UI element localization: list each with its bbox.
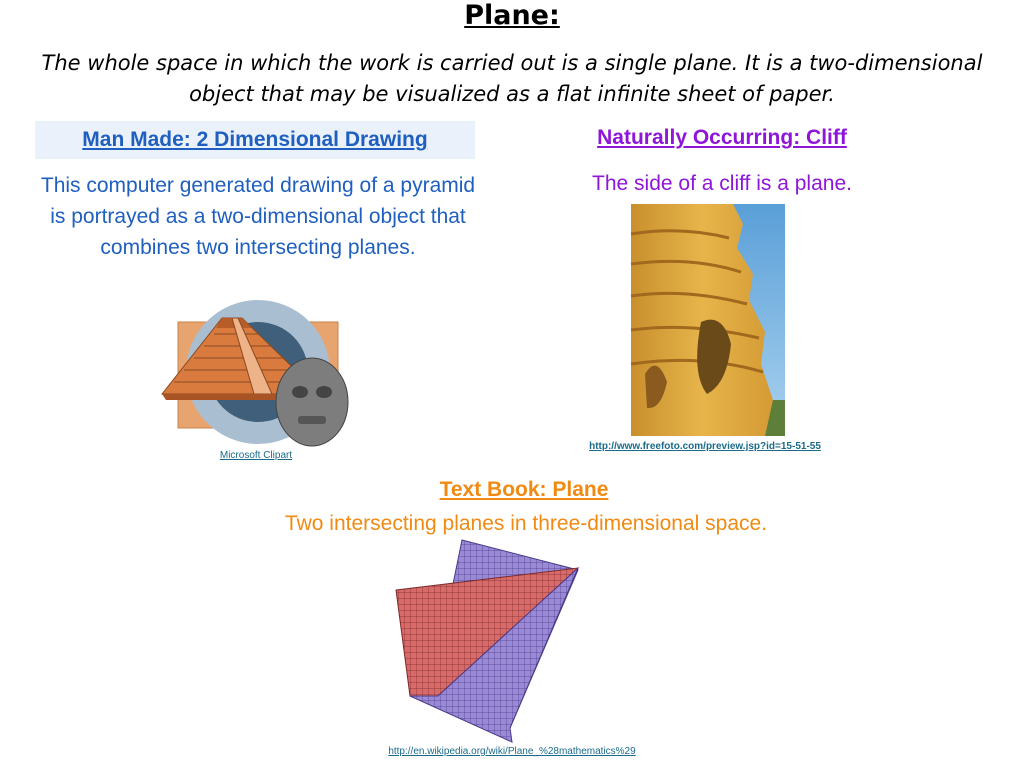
plane-definition: The whole space in which the work is carried out is a single plane. It is a two-dimensional object that may be visualized as a flat infinite sheet of paper. bbox=[41, 51, 983, 106]
natural-description-line bbox=[520, 170, 924, 198]
man-made-heading[interactable]: Man Made: 2 Dimensional Drawing bbox=[35, 121, 475, 159]
slide-title: Plane: bbox=[464, 0, 560, 31]
clipart-credit-link[interactable]: Microsoft Clipart bbox=[219, 450, 293, 461]
natural-description: The side of a cliff is a plane. bbox=[592, 172, 852, 195]
cliff-photo bbox=[631, 204, 785, 436]
cliff-credit-link[interactable]: http://www.freefoto.com/preview.jsp?id=15-51-55 bbox=[589, 441, 821, 452]
natural-heading[interactable]: Naturally Occurring: Cliff bbox=[597, 126, 847, 149]
planes-credit-link[interactable]: http://en.wikipedia.org/wiki/Plane_%28mathematics%29 bbox=[388, 746, 636, 757]
textbook-heading[interactable]: Text Book: Plane bbox=[439, 478, 609, 501]
pyramid-clipart-icon bbox=[160, 298, 352, 448]
man-made-description: This computer generated drawing of a pyramid is portrayed as a two-dimensional object that combines two intersecting planes. bbox=[40, 174, 476, 259]
textbook-description: Two intersecting planes in three-dimensional space. bbox=[284, 512, 768, 535]
intersecting-planes-diagram bbox=[392, 538, 584, 744]
